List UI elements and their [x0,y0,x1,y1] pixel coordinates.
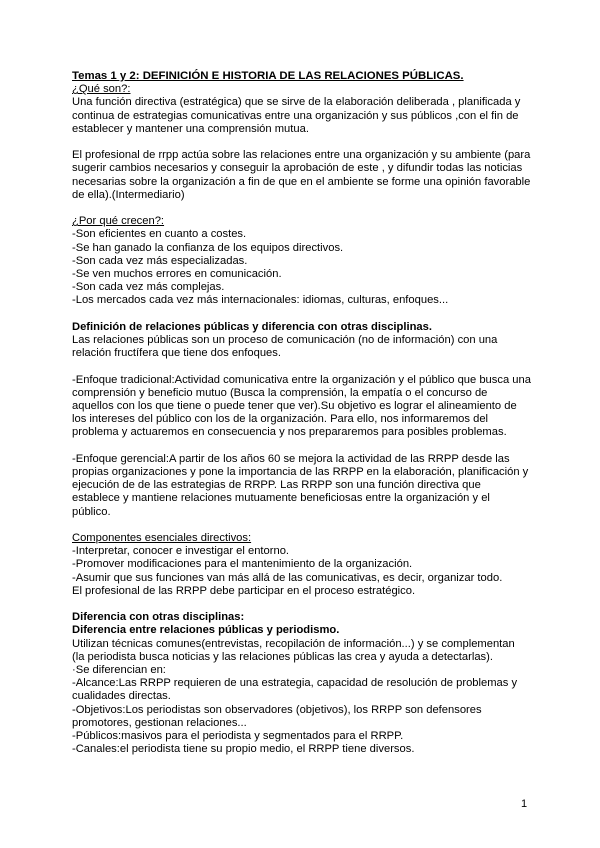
diferencia-subheading: Diferencia entre relaciones públicas y periodismo. [72,624,340,637]
text-line: -Objetivos:Los periodistas son observadores (objetivos), los RRPP son defensores [72,703,482,716]
list-item: -Se ven muchos errores en comunicación. [72,268,282,281]
text-line: Las relaciones públicas son un proceso de comunicación (no de información) con una [72,334,498,347]
list-item: El profesional de las RRPP debe participar en el proceso estratégico. [72,584,416,597]
text-line: aquellos con los que tiene o puede tener que ver).Su objetivo es lograr el alineamiento de [72,400,517,413]
text-line: -Alcance:Las RRPP requieren de una estrategia, capacidad de resolución de problemas y [72,677,518,690]
definicion-heading: Definición de relaciones públicas y diferencia con otras disciplinas. [72,320,432,333]
componentes-heading: Componentes esenciales directivos: [72,532,252,545]
list-item: -Interpretar, conocer e investigar el entorno. [72,545,290,558]
text-line: Utilizan técnicas comunes(entrevistas, recopilación de información...) y se complementan [72,637,515,650]
text-line: (la periodista busca noticias y las relaciones públicas las crea y ayuda a detectarlas). [72,650,493,663]
list-item: -Los mercados cada vez más internacionales: idiomas, culturas, enfoques... [72,294,449,307]
page-title: Temas 1 y 2: DEFINICIÓN E HISTORIA DE LAS RELACIONES PÚBLICAS. [72,70,464,82]
text-line: El profesional de rrpp actúa sobre las relaciones entre una organización y su ambiente (para [72,149,531,162]
list-item: -Asumir que sus funciones van más allá de las comunicativas, es decir, organizar todo. [72,571,503,584]
text-line: establece y mantiene relaciones mutuamente beneficiosas entre la organización y el [72,492,490,505]
document-page [72,70,532,756]
text-line: ejecución de de las estrategias de RRPP. Las RRPP son una función directiva que [72,479,481,492]
text-line: comprensión y beneficio mutuo (Busca la comprensión, la empatía o el concurso de [72,386,488,399]
text-line: promotores, gestionan relaciones... [72,716,247,729]
text-line: establecer y mantener una comprensión mutua. [72,122,309,135]
text-line: público. [72,505,111,518]
list-item: -Se han ganado la confianza de los equipos directivos. [72,241,344,254]
diferencia-heading: Diferencia con otras disciplinas: [72,611,245,624]
text-line: propias organizaciones y pone la importancia de las RRPP en la elaboración, planificación y [72,466,529,479]
list-item: -Promover modificaciones para el mantenimiento de la organización. [72,558,413,571]
text-line: -Públicos:masivos para el periodista y segmentados para el RRPP. [72,730,404,743]
text-line: continua de estrategias comunicativas entre una organización y sus públicos ,con el fin de [72,109,519,122]
text-line: Una función directiva (estratégica) que se sirve de la elaboración deliberada , planificada y [72,96,521,109]
text-line: problema y actuaremos en consecuencia y nos prepararemos para posibles problemas. [72,426,507,439]
list-item: -Son cada vez más especializadas. [72,254,248,267]
que-son-heading: ¿Qué son?: [72,83,131,96]
text-line: -Enfoque tradicional:Actividad comunicativa entre la organización y el público que busca una [72,373,531,386]
text-line: -Enfoque gerencial:A partir de los años 60 se mejora la actividad de las RRPP desde las [72,452,510,465]
por-que-heading: ¿Por qué crecen?: [72,215,165,228]
text-line: necesarias sobre la organización a fin de que en el ambiente se forme una opinión favorable [72,175,531,188]
text-line: ·Se diferencian en: [72,664,166,677]
text-line: los intereses del público con los de la organización. Para ello, nos informaremos del [72,413,489,426]
list-item: -Son cada vez más complejas. [72,281,225,294]
text-line: -Canales:el periodista tiene su propio medio, el RRPP tiene diversos. [72,743,415,756]
text-line: relación fructífera que tiene dos enfoques. [72,347,281,360]
list-item: -Son eficientes en cuanto a costes. [72,228,247,241]
page-number: 1 [521,798,528,810]
text-line: cualidades directas. [72,690,171,703]
text-line: de ella).(Intermediario) [72,188,185,201]
text-line: sugerir cambios necesarios y conseguir la aprobación de este , y difundir todas las noticias [72,162,523,175]
